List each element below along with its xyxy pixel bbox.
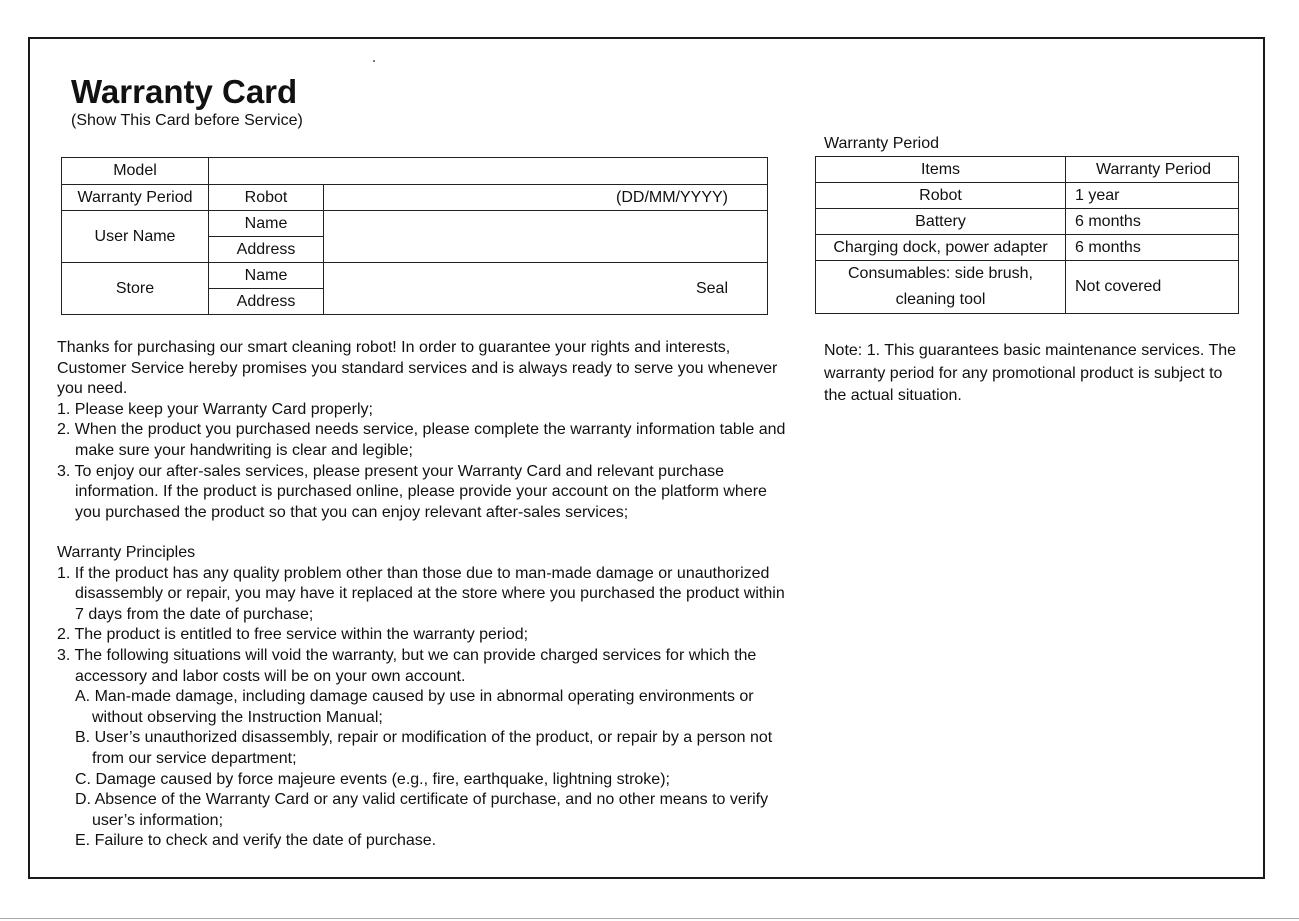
seal-field[interactable]: Seal: [324, 263, 768, 315]
intro-item: 2. When the product you purchased needs service, please complete the warranty information table and make sure your handwriting is clear and legible;: [57, 421, 786, 459]
period-row: [816, 183, 1239, 209]
warranty-period-label: Warranty Period: [62, 185, 209, 211]
model-label: Model: [62, 158, 209, 185]
intro-paragraph: Thanks for purchasing our smart cleaning robot! In order to guarantee your rights and interests, Customer Service hereby promises you standard services and is always ready to serve you whenever you need.: [57, 339, 778, 398]
user-name-sublabel: Name: [209, 211, 324, 237]
model-field[interactable]: [209, 158, 768, 185]
stray-dot: [373, 60, 375, 62]
principle-subitem: D. Absence of the Warranty Card or any valid certificate of purchase, and no other means to verify user’s information;: [75, 791, 769, 829]
warranty-period-table: [815, 156, 1239, 314]
period-item: Robot: [816, 183, 1066, 209]
period-value: 6 months: [1066, 209, 1239, 235]
row-user-name: [62, 211, 768, 237]
page-title: Warranty Card: [71, 73, 298, 110]
intro-section: [57, 338, 787, 523]
row-store-name: [62, 263, 768, 289]
principle-subitem: E. Failure to check and verify the date of purchase.: [75, 832, 437, 850]
date-format-field[interactable]: (DD/MM/YYYY): [324, 185, 768, 211]
robot-label: Robot: [209, 185, 324, 211]
row-model: [62, 158, 768, 185]
period-item-line1: Consumables: side brush,: [848, 265, 1033, 282]
user-address-sublabel: Address: [209, 237, 324, 263]
row-warranty-period: [62, 185, 768, 211]
principle-item: 1. If the product has any quality problem other than those due to man-made damage or unauthorized disassembly or repair, you may have it replaced at the store where you purchased the product within 7 days from the date of purchase;: [57, 564, 785, 623]
store-address-sublabel: Address: [209, 289, 324, 315]
note-text: [824, 340, 1244, 408]
period-value: 6 months: [1066, 235, 1239, 261]
period-row: [816, 209, 1239, 235]
bottom-rule: [0, 918, 1299, 919]
page-subtitle: (Show This Card before Service): [71, 112, 303, 129]
items-header: Items: [816, 157, 1066, 183]
period-value: Not covered: [1066, 261, 1239, 314]
store-label: Store: [62, 263, 209, 315]
principle-subitem: C. Damage caused by force majeure events (e.g., fire, earthquake, lightning stroke);: [75, 770, 670, 788]
principles-heading: Warranty Principles: [57, 544, 196, 561]
principle-subitem: B. User’s unauthorized disassembly, repair or modification of the product, or repair by a person not from our service department;: [75, 729, 773, 767]
period-item: [816, 261, 1066, 314]
period-item: Charging dock, power adapter: [816, 235, 1066, 261]
period-item: Battery: [816, 209, 1066, 235]
warranty-period-heading: Warranty Period: [824, 135, 939, 152]
principle-subitem: A. Man-made damage, including damage caused by use in abnormal operating environments or without observing the Instruction Manual;: [75, 688, 754, 726]
note-paragraph: Note: 1. This guarantees basic maintenance services. The warranty period for any promotional product is subject to the actual situation.: [824, 342, 1237, 404]
period-row: [816, 235, 1239, 261]
intro-item: 1. Please keep your Warranty Card properly;: [57, 400, 373, 418]
period-item-line2: cleaning tool: [895, 291, 986, 308]
period-value: 1 year: [1066, 183, 1239, 209]
store-name-sublabel: Name: [209, 263, 324, 289]
period-header-row: [816, 157, 1239, 183]
period-header: Warranty Period: [1066, 157, 1239, 183]
principle-item: 3. The following situations will void the warranty, but we can provide charged services for which the accessory and labor costs will be on your own account.: [57, 646, 757, 685]
principles-section: [57, 543, 787, 852]
period-row: [816, 261, 1239, 314]
user-name-label: User Name: [62, 211, 209, 263]
user-info-field[interactable]: [324, 211, 768, 263]
warranty-info-table: [61, 157, 768, 315]
intro-item: 3. To enjoy our after-sales services, please present your Warranty Card and relevant purchase information. If the product is purchased online, please provide your account on the platform where you purchased the product so that you can enjoy relevant after-sales services;: [57, 462, 767, 521]
principle-item: 2. The product is entitled to free service within the warranty period;: [57, 626, 529, 644]
